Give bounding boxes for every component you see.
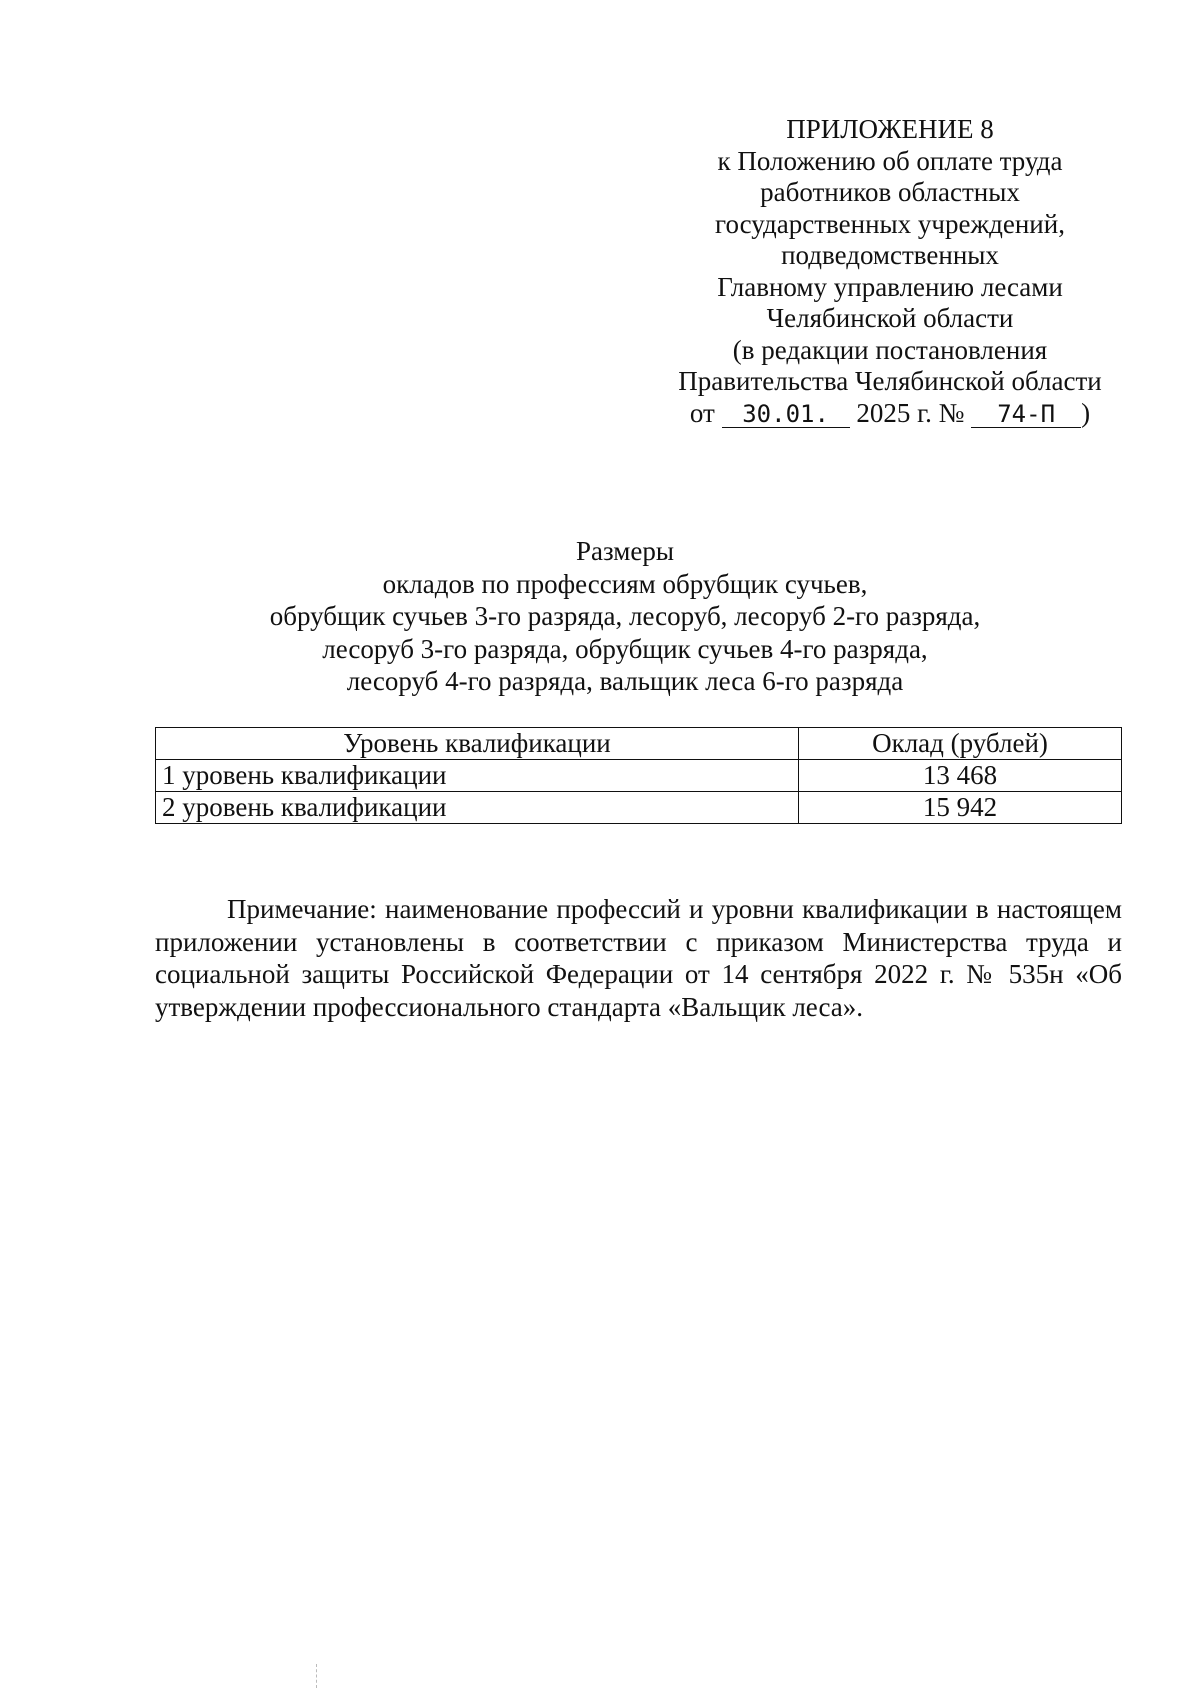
- note-paragraph: Примечание: наименование профессий и уровни квалификации в настоящем приложении установлены в соответствии с приказом Министерства труда и социальной защиты Российской Федерации от 14 сентября 2022 г. № 535н «Об утверждении профессионального стандарта «Вальщик леса».: [155, 894, 1122, 1022]
- appendix-line: Главному управлению лесами: [717, 271, 1063, 302]
- appendix-header: [660, 114, 1120, 429]
- appendix-line: (в редакции постановления: [732, 334, 1048, 365]
- appendix-line: работников областных: [760, 177, 1020, 207]
- appendix-line: Правительства Челябинской области: [678, 366, 1102, 396]
- appendix-line: государственных учреждений,: [715, 208, 1065, 239]
- appendix-title: ПРИЛОЖЕНИЕ 8: [786, 114, 994, 144]
- qualification-level-cell: 1 уровень квалификации: [156, 760, 799, 792]
- table-row: [156, 760, 1122, 792]
- qualification-level-cell: 2 уровень квалификации: [156, 792, 799, 824]
- appendix-date-line: [660, 398, 1120, 430]
- date-value: 30.01.: [722, 401, 850, 428]
- appendix-line: Челябинской области: [766, 303, 1014, 333]
- salary-cell: 13 468: [799, 760, 1122, 792]
- table-row: [156, 792, 1122, 824]
- title-line: окладов по профессиям обрубщик сучьев,: [382, 568, 868, 599]
- title-line: лесоруб 4-го разряда, вальщик леса 6-го разряда: [346, 666, 904, 696]
- table-header-row: [156, 728, 1122, 760]
- header-salary: Оклад (рублей): [799, 728, 1122, 760]
- appendix-line: к Положению об оплате труда: [717, 145, 1063, 176]
- scan-artifact: [316, 1664, 318, 1688]
- date-prefix: от: [689, 397, 715, 428]
- salary-table: [155, 727, 1122, 824]
- title-line: обрубщик сучьев 3-го разряда, лесоруб, лесоруб 2-го разряда,: [269, 601, 981, 631]
- title-line: Размеры: [576, 536, 674, 566]
- appendix-line: подведомственных: [781, 240, 999, 270]
- year-text: 2025 г. №: [856, 397, 965, 428]
- resolution-number: 74-П: [971, 401, 1081, 428]
- salary-cell: 15 942: [799, 792, 1122, 824]
- document-title: [200, 535, 1050, 698]
- title-line: лесоруб 3-го разряда, обрубщик сучьев 4-го разряда,: [322, 633, 928, 664]
- closing-paren: ): [1081, 397, 1091, 428]
- header-qualification-level: Уровень квалификации: [156, 728, 799, 760]
